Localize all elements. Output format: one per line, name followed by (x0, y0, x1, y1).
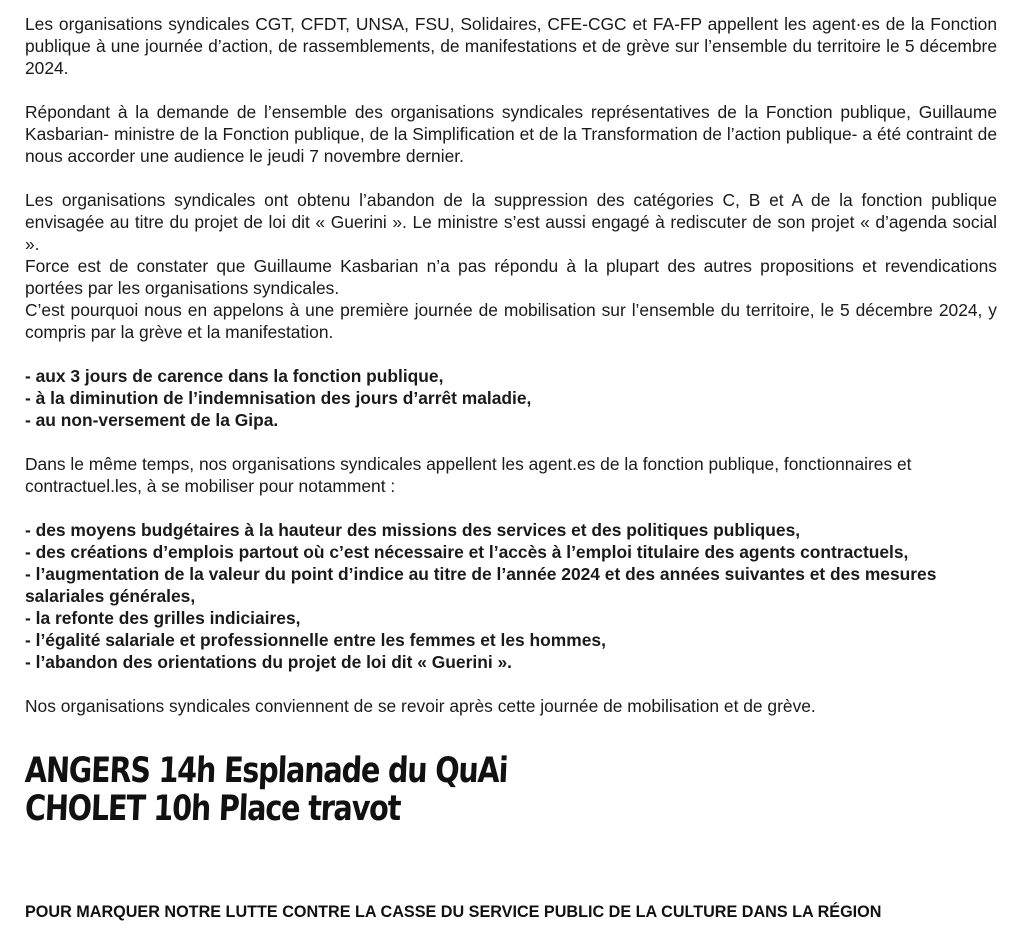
intro-paragraph-1: Les organisations syndicales CGT, CFDT, UNSA, FSU, Solidaires, CFE-CGC et FA-FP appellent les agent·es de la Fonction publique à une journée d’action, de rassemblements, de manifestations et de grève sur l’ensemble du territoire le 5 décembre 2024. (25, 14, 997, 78)
demand-item: - la refonte des grilles indiciaires, (25, 608, 301, 628)
oppose-item: - à la diminution de l’indemnisation des jours d’arrêt maladie, (25, 388, 532, 408)
rally-locations (25, 752, 725, 828)
demands-list (25, 519, 997, 673)
demand-item: - des moyens budgétaires à la hauteur des missions des services et des politiques publiques, (25, 520, 801, 540)
demand-item: - l’abandon des orientations du projet de loi dit « Guerini ». (25, 652, 512, 672)
demand-item: - l’égalité salariale et professionnelle entre les femmes et les hommes, (25, 630, 606, 650)
footer-slogan: POUR MARQUER NOTRE LUTTE CONTRE LA CASSE DU SERVICE PUBLIC DE LA CULTURE DANS LA RÉGION (25, 903, 882, 921)
intro-paragraph-5: C’est pourquoi nous en appelons à une première journée de mobilisation sur l’ensemble du territoire, le 5 décembre 2024, y compris par la grève et la manifestation. (25, 300, 997, 342)
demand-item: - l’augmentation de la valeur du point d’indice au titre de l’année 2024 et des années suivantes et des mesures salariales générales, (25, 564, 937, 606)
call-paragraph: Dans le même temps, nos organisations syndicales appellent les agent.es de la fonction publique, fonctionnaires et contractuel.les, à se mobiliser pour notamment : (25, 454, 912, 496)
rally-cholet: CHOLET 10h Place travot (24, 789, 401, 829)
closing-paragraph: Nos organisations syndicales conviennent de se revoir après cette journée de mobilisation et de grève. (25, 696, 816, 716)
demand-item: - des créations d’emplois partout où c’est nécessaire et l’accès à l’emploi titulaire des agents contractuels, (25, 542, 909, 562)
oppose-item: - aux 3 jours de carence dans la fonction publique, (25, 366, 444, 386)
rally-angers: ANGERS 14h Esplanade du QuAi (24, 751, 509, 791)
document-body (25, 13, 997, 717)
intro-paragraph-2: Répondant à la demande de l’ensemble des organisations syndicales représentatives de la Fonction publique, Guillaume Kasbarian- ministre de la Fonction publique, de la Simplification et de la Transformation de l’action publique- a été contraint de nous accorder une audience le jeudi 7 novembre dernier. (25, 102, 997, 166)
oppose-list (25, 365, 997, 431)
oppose-item: - au non-versement de la Gipa. (25, 410, 279, 430)
intro-paragraph-4: Force est de constater que Guillaume Kasbarian n’a pas répondu à la plupart des autres propositions et revendications portées par les organisations syndicales. (25, 256, 997, 298)
intro-paragraph-3: Les organisations syndicales ont obtenu l’abandon de la suppression des catégories C, B et A de la fonction publique envisagée au titre du projet de loi dit « Guerini ». Le ministre s’est aussi engagé à rediscuter de son projet « d’agenda social ». (25, 190, 997, 254)
